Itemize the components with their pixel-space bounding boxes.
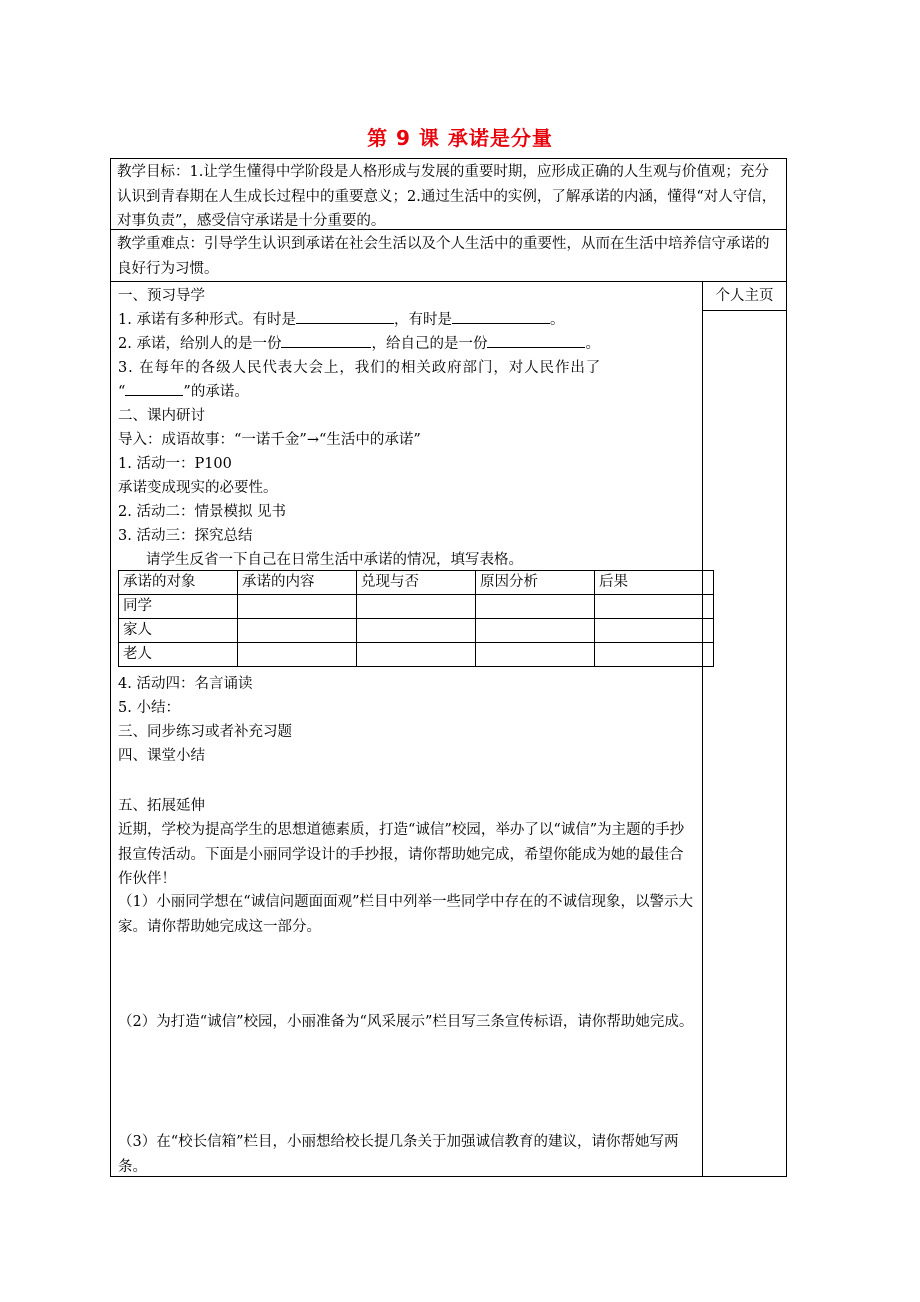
table-cell[interactable] xyxy=(476,643,595,667)
table-cell[interactable] xyxy=(595,595,714,619)
promise-table xyxy=(118,570,714,667)
table-cell[interactable] xyxy=(238,595,357,619)
activity-3: 3. 活动三：探究总结 xyxy=(118,528,253,544)
key-points: 教学重难点：引导学生认识到承诺在社会生活以及个人生活中的重要性，从而在生活中培养信守承诺的良好行为习惯。 xyxy=(117,236,770,277)
personal-page-header: 个人主页 xyxy=(702,282,787,311)
table-row xyxy=(119,595,714,619)
section-preview-heading: 一、预习导学 xyxy=(118,288,205,304)
table-cell[interactable] xyxy=(238,643,357,667)
question-2-text-b: ，给自己的是一份 xyxy=(371,336,488,352)
divider xyxy=(110,281,787,282)
extension-paragraph: 近期，学校为提高学生的思想道德素质，打造“诚信”校园，举办了以“诚信”为主题的手抄报宣传活动。下面是小丽同学设计的手抄报，请你帮助她完成，希望你能成为她的最佳合作伙伴！ xyxy=(118,822,685,887)
activity-3-prompt: 请学生反省一下自己在日常生活中承诺的情况，填写表格。 xyxy=(146,552,523,568)
table-cell[interactable] xyxy=(595,643,714,667)
table-header-cell: 承诺的内容 xyxy=(238,571,357,595)
teaching-objectives: 教学目标：1.让学生懂得中学阶段是人格形成与发展的重要时期，应形成正确的人生观与价值观；充分认识到青春期在人生成长过程中的重要意义；2.通过生活中的实例，了解承诺的内涵，懂得“对人守信，对事负责”，感受信守承诺是十分重要的。 xyxy=(117,164,777,229)
question-1-text-a: 1. 承诺有多种形式。有时是 xyxy=(118,312,296,328)
activity-2: 2. 活动二：情景模拟 见书 xyxy=(118,504,287,520)
question-2 xyxy=(118,332,600,356)
question-1 xyxy=(118,308,564,332)
question-3-text-a: “ xyxy=(118,384,126,400)
table-header-cell: 承诺的对象 xyxy=(119,571,238,595)
question-3-line-2 xyxy=(118,380,249,404)
extension-question-1: （1）小丽同学想在“诚信问题面面观”栏目中列举一些同学中存在的不诚信现象，以警示大家。请你帮助她完成这一部分。 xyxy=(118,894,694,935)
table-cell[interactable] xyxy=(476,619,595,643)
table-cell[interactable] xyxy=(357,595,476,619)
table-cell[interactable] xyxy=(238,619,357,643)
question-1-text-c: 。 xyxy=(549,312,565,328)
summary-item: 5. 小结： xyxy=(118,700,180,716)
table-header-row xyxy=(119,571,714,595)
lesson-title: 第 9 课 承诺是分量 xyxy=(367,126,553,150)
table-cell: 老人 xyxy=(119,643,238,667)
table-row xyxy=(119,643,714,667)
question-2-text-c: 。 xyxy=(585,336,600,352)
activity-4: 4. 活动四：名言诵读 xyxy=(118,676,253,692)
table-header-cell: 后果 xyxy=(595,571,714,595)
section-practice-heading: 三、同步练习或者补充习题 xyxy=(118,724,292,740)
intro-line: 导入：成语故事：“一诺千金”→“生活中的承诺” xyxy=(118,432,421,448)
table-header-cell: 兑现与否 xyxy=(357,571,476,595)
question-3-text-b: ”的承诺。 xyxy=(183,384,249,400)
activity-1: 1. 活动一：P100 xyxy=(118,456,232,472)
extension-question-3: （3）在“校长信箱”栏目，小丽想给校长提几条关于加强诚信教育的建议，请你帮她写两条。 xyxy=(118,1134,679,1175)
blank-field[interactable] xyxy=(452,309,550,324)
section-study-heading: 二、课内研讨 xyxy=(118,408,205,424)
table-cell: 同学 xyxy=(119,595,238,619)
extension-question-2: （2）为打造“诚信”校园，小丽准备为“风采展示”栏目写三条宣传标语，请你帮助她完成。 xyxy=(118,1014,694,1030)
table-cell[interactable] xyxy=(476,595,595,619)
table-header-cell: 原因分析 xyxy=(476,571,595,595)
blank-field[interactable] xyxy=(487,333,585,348)
section-extension-heading: 五、拓展延伸 xyxy=(118,798,205,814)
question-1-text-b: ，有时是 xyxy=(393,312,452,328)
blank-field[interactable] xyxy=(125,381,183,396)
activity-1-note: 承诺变成现实的必要性。 xyxy=(118,480,278,496)
table-cell[interactable] xyxy=(357,643,476,667)
blank-field[interactable] xyxy=(296,309,394,324)
question-3-line-1: 3. 在每年的各级人民代表大会上，我们的相关政府部门，对人民作出了 xyxy=(118,360,602,376)
table-cell[interactable] xyxy=(357,619,476,643)
table-cell[interactable] xyxy=(595,619,714,643)
section-class-summary-heading: 四、课堂小结 xyxy=(118,748,205,764)
question-2-text-a: 2. 承诺，给别人的是一份 xyxy=(118,336,282,352)
table-cell: 家人 xyxy=(119,619,238,643)
column-divider xyxy=(702,281,703,1177)
blank-field[interactable] xyxy=(281,333,371,348)
table-row xyxy=(119,619,714,643)
